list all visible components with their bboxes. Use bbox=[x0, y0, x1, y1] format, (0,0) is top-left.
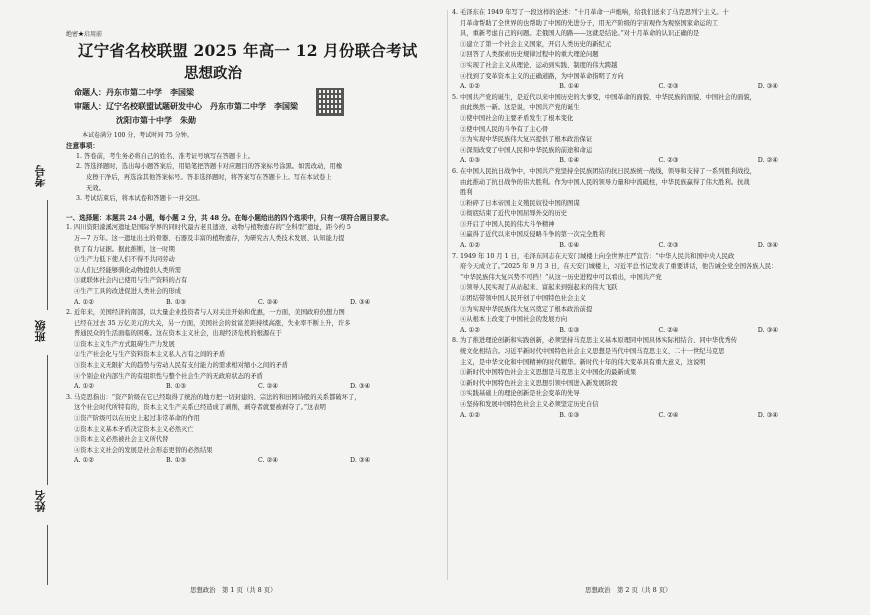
statement-option: ①生产力低下使人们不得不共同劳动 bbox=[74, 256, 175, 264]
question-stem-line: 统文化相结合。习近平新时代中国特色社会主义思想是当代中国马克思主义、二十一世纪马克思 bbox=[460, 348, 725, 355]
answer-choice: C. ②④ bbox=[258, 383, 278, 391]
author-line-2: 审题人：辽宁名校联盟试题研发中心 丹东市第二中学 李国梁 bbox=[74, 100, 298, 111]
answer-choice: B. ①③ bbox=[166, 298, 186, 306]
statement-option: ①资产阶级可以在历史上起过非常革命的作用 bbox=[74, 415, 200, 423]
answer-choice: B. ①④ bbox=[559, 157, 580, 165]
answer-choice: D. ②④ bbox=[757, 157, 778, 165]
question-stem-line: 主义，是中华文化和中国精神的时代精华。新时代十年的伟大变革具有重大意义，这说明 bbox=[460, 358, 706, 366]
answer-choices bbox=[460, 156, 857, 167]
answer-choice: D. ③④ bbox=[350, 383, 371, 391]
notice-item: 皮擦干净后，再选涂其他答案标号。答非选择题时，将答案写在答题卡上。写在本试卷上 bbox=[86, 173, 332, 181]
question-stem-line: 供了有力证据。据此推断，这一时期 bbox=[74, 245, 175, 253]
notice-heading: 注意事项： bbox=[66, 142, 99, 151]
answer-choice: C. ②④ bbox=[658, 326, 679, 334]
answer-choice: A. ①② bbox=[460, 83, 480, 91]
left-question-list bbox=[66, 223, 442, 467]
answer-choice: D. ③④ bbox=[757, 326, 778, 334]
question-stem-line: “中华民族伟大复兴势不可挡！”从这一历史进程中可以看出，中国共产党 bbox=[460, 273, 662, 281]
answer-choice: B. ①④ bbox=[559, 242, 580, 250]
notice-list bbox=[66, 152, 442, 205]
answer-choice: C. ②④ bbox=[258, 457, 278, 465]
answer-choice: A. ①② bbox=[74, 457, 94, 465]
answer-choice: B. ①③ bbox=[559, 326, 580, 334]
question-stem-line: 这个社会时代所特有的，资本主义生产关系已经造成了剥削，剥夺者就要被剥夺了。”这表明 bbox=[74, 404, 326, 412]
name-label: 姓名 bbox=[34, 490, 47, 512]
class-line bbox=[47, 355, 48, 485]
page-divider bbox=[447, 10, 448, 580]
statement-option: ③为实现中华民族伟大复兴奠定了根本政治前提 bbox=[460, 305, 593, 313]
qr-code-icon bbox=[316, 88, 344, 116]
answer-choice: A. ①③ bbox=[460, 157, 480, 165]
right-question-list bbox=[452, 8, 857, 421]
statement-option: ①建立了第一个社会主义国家，开启人类历史的新纪元 bbox=[460, 40, 612, 48]
statement-option: ③为实现中华民族伟大复兴提供了根本政治保证 bbox=[460, 136, 593, 144]
statement-option: ②团结带领中国人民开创了中国特色社会主义 bbox=[460, 295, 586, 303]
answer-choice: D. ③④ bbox=[757, 242, 778, 250]
answer-choice: D. ③④ bbox=[350, 457, 371, 465]
exam-number-label: 考号 bbox=[34, 165, 47, 187]
question bbox=[452, 8, 857, 93]
answer-choice: B. ①③ bbox=[166, 457, 186, 465]
exam-title: 辽宁省名校联盟 2025 年高一 12 月份联合考试 bbox=[78, 40, 418, 60]
answer-choices bbox=[460, 411, 857, 422]
question-stem-line: 1. 四川资阳濛溪河遗址是国际学界的同时代最古老且遗迹、动物与植物遗存的“全科型”遗址，距今约 5 bbox=[66, 224, 351, 232]
question bbox=[452, 167, 857, 252]
answer-choices bbox=[460, 82, 857, 93]
exam-number-line bbox=[47, 200, 48, 310]
answer-choice: A. ①② bbox=[460, 242, 480, 250]
statement-option: ④从根本上改变了中国社会的发展方向 bbox=[460, 316, 568, 324]
exam-subject: 思想政治 bbox=[184, 64, 242, 82]
secret-mark: 绝密★启用前 bbox=[66, 31, 103, 38]
answer-choice: A. ①② bbox=[460, 326, 480, 334]
footer-right: 思想政治 第 2 页（共 8 页） bbox=[585, 586, 672, 594]
statement-option: ②新时代中国特色社会主义思想引领中国进入新发展阶段 bbox=[460, 379, 618, 387]
statement-option: ④深刻改变了中国人民和中华民族的前途和命运 bbox=[460, 146, 593, 154]
question-stem-line: 7. 1949 年 10 月 1 日，毛泽东同志在天安门城楼上向全世界庄严宣告：“中华人民共和国中央人民政 bbox=[452, 252, 735, 260]
answer-choice: D. ③④ bbox=[757, 411, 778, 419]
statement-option: ①领导人民实现了从站起来、富起来到强起来的伟大飞跃 bbox=[460, 284, 618, 292]
question bbox=[66, 308, 442, 393]
statement-option: ②彻底结束了近代中国屈辱外交的历史 bbox=[460, 210, 568, 218]
answer-choice: B. ①③ bbox=[166, 383, 186, 391]
answer-choice: B. ①④ bbox=[559, 83, 580, 91]
notice-item: 1. 答卷前，考生务必将自己的姓名、准考证号填写在答题卡上。 bbox=[76, 152, 255, 160]
statement-option: ①新时代中国特色社会主义思想是马克思主义中国化的最新成果 bbox=[460, 369, 637, 377]
statement-option: ①粉碎了日本帝国主义殖民奴役中国的图谋 bbox=[460, 199, 580, 207]
statement-option: ③资本主义无限扩大的趋势与劳动人民有支付能力的需求相对缩小之间的矛盾 bbox=[74, 362, 289, 370]
statement-option: ②生产社会化与生产资料资本主义私人占有之间的矛盾 bbox=[74, 351, 226, 359]
right-page bbox=[452, 8, 857, 421]
statement-option: ④找到了变革资本主义的正确道路，为中国革命指明了方向 bbox=[460, 72, 624, 80]
notice-item: 2. 答选择题时，选出每小题答案后，用铅笔把答题卡对应题目的答案标号涂黑。如需改动，用橡 bbox=[76, 163, 343, 171]
answer-choice: C. ②④ bbox=[658, 411, 679, 419]
notice-item: 3. 考试结束后，将本试卷和答题卡一并交回。 bbox=[76, 195, 204, 203]
statement-option: ④坚持和发展中国特色社会主义必须坚定历史自信 bbox=[460, 400, 599, 408]
question-stem-line: 4. 毛泽东在 1949 年写了一段这样的论述：“十月革命一声炮响，给我们送来了马克思列宁主义。十 bbox=[452, 9, 729, 16]
statement-option: ①使中国社会的主要矛盾发生了根本变化 bbox=[460, 114, 574, 122]
statement-option: ③实现了社会主义从理论、运动到实践、制度的伟大跨越 bbox=[460, 61, 618, 69]
answer-choice: C. ②③ bbox=[658, 242, 679, 250]
answer-choice: C. ②④ bbox=[258, 298, 278, 306]
statement-option: ③实践基础上的理论创新是社会变革的先导 bbox=[460, 390, 580, 398]
answer-choice: C. ②③ bbox=[658, 83, 679, 91]
exam-info: 本试卷满分 100 分，考试时间 75 分钟。 bbox=[82, 131, 193, 139]
statement-option: ④资本主义社会的发展是社会形态更替的必然结果 bbox=[74, 446, 213, 454]
class-label: 班级 bbox=[34, 320, 47, 342]
answer-choices bbox=[460, 241, 857, 252]
question-stem-line: 胜利 bbox=[460, 189, 473, 197]
question-stem-line: 6. 在中国人民抗日战争中，中国共产党坚持全民族团结的抗日民族统一战线，领导和支持了一系列胜利战役， bbox=[452, 167, 756, 175]
answer-choice: D. ③④ bbox=[350, 298, 371, 306]
question bbox=[452, 252, 857, 337]
author-line-3: 沈阳市第十中学 朱勋 bbox=[116, 114, 196, 125]
answer-choices bbox=[460, 326, 857, 337]
question-stem-line: 2. 近年来，美国经济的南部，以大量企业投资者与人对关注开始和优惠，一方面，美国政府仍想力图 bbox=[66, 309, 345, 317]
statement-option: ③开启了中国人民的伟大斗争精神 bbox=[460, 220, 555, 228]
answer-choices bbox=[74, 456, 442, 467]
statement-option: ②回答了人类探索历史规律过程中的重大理论问题 bbox=[460, 51, 599, 59]
question-stem-line: 府今天成立了。”2025 年 9 月 3 日，在天安门城楼上，习近平总书记发表了重要讲话，他告诫全党全国各族人民： bbox=[460, 263, 778, 271]
answer-choice: A. ①② bbox=[460, 411, 480, 419]
question-stem-line: 普通民众的生活面临的困难。这在资本主义社会，出现经济危机的根源在于 bbox=[74, 330, 282, 338]
question-stem-line: 8. 为了推进理论创新和实践创新，必须坚持马克思主义基本原理同中国具体实际相结合、同中华优秀传 bbox=[452, 337, 738, 345]
question-stem-line: 已经在过去 35 万亿美元的大关，另一方面，美国社会的贫富差距持续高涨，失业率不断上升，许多 bbox=[74, 319, 351, 327]
author-line-1: 命题人：丹东市第二中学 李国梁 bbox=[74, 86, 194, 97]
question-stem-line: 月革命帮助了全世界的也帮助了中国的先进分子，用无产阶级的宇宙观作为观察国家命运的工 bbox=[460, 19, 719, 27]
question-stem-line: 5. 中国共产党的诞生，是近代以来中国历史的大事变，中国革命的面貌、中华民族的面貌、中国社会的面貌， bbox=[452, 93, 756, 101]
question-stem-line: 由此焕然一新。这是说，中国共产党的诞生 bbox=[460, 104, 580, 112]
footer-left: 思想政治 第 1 页（共 8 页） bbox=[190, 586, 277, 594]
binding-gutter bbox=[0, 0, 62, 615]
answer-choices bbox=[74, 298, 442, 309]
left-page bbox=[66, 8, 442, 467]
question-stem-line: 由此推动了抗日战争的伟大胜利。作为中国人民的领导力量和中流砥柱，中华民族赢得了伟大胜利。抗战 bbox=[460, 178, 750, 186]
statement-option: ④生产工具的改进促进人类社会的形成 bbox=[74, 287, 182, 295]
name-line bbox=[47, 525, 48, 585]
statement-option: ③资本主义必然被社会主义所代替 bbox=[74, 436, 169, 444]
statement-option: ④赢得了近代以来中国反侵略斗争的第一次完全胜利 bbox=[460, 231, 605, 239]
statement-option: ④个别企业内部生产的有组织性与整个社会生产的无政府状态的矛盾 bbox=[74, 372, 263, 380]
statement-option: ①资本主义生产方式阻碍生产力发展 bbox=[74, 340, 175, 348]
answer-choice: A. ①② bbox=[74, 383, 94, 391]
answer-choice: C. ②③ bbox=[658, 157, 679, 165]
notice-item: 无效。 bbox=[86, 184, 105, 192]
statement-option: ②使中国人民的斗争有了主心骨 bbox=[460, 125, 549, 133]
question bbox=[66, 393, 442, 467]
statement-option: ②人们已经能够驯化动物提供人类所需 bbox=[74, 266, 182, 274]
section-heading: 一、选择题：本题共 24 小题，每小题 2 分，共 48 分。在每小题给出的四个选项中，只有一项符合题目要求。 bbox=[66, 213, 393, 222]
question bbox=[452, 93, 857, 167]
question bbox=[66, 223, 442, 308]
answer-choice: A. ①② bbox=[74, 298, 94, 306]
answer-choice: D. ③④ bbox=[757, 83, 778, 91]
statement-option: ②资本主义基本矛盾决定资本主义必然灭亡 bbox=[74, 425, 194, 433]
question-stem-line: 具，重新考虑自己的问题。走俄国人的路——这就是结论。”对十月革命的认识正确的是 bbox=[460, 30, 700, 38]
answer-choices bbox=[74, 382, 442, 393]
question-stem-line: 万—7 万年。这一遗址出土的骨器、石器及丰富的植物遗存，为研究古人类技术发展、认知能力提 bbox=[74, 234, 345, 242]
answer-choice: B. ①③ bbox=[559, 411, 580, 419]
question bbox=[452, 336, 857, 421]
question-stem-line: 3. 马克思指出：“资产阶级在它已经取得了统治的地方把一切封建的、宗法的和田园诗般的关系都破坏了， bbox=[66, 393, 361, 401]
statement-option: ③就联体社会内已使用与生产资料的占有 bbox=[74, 277, 188, 285]
